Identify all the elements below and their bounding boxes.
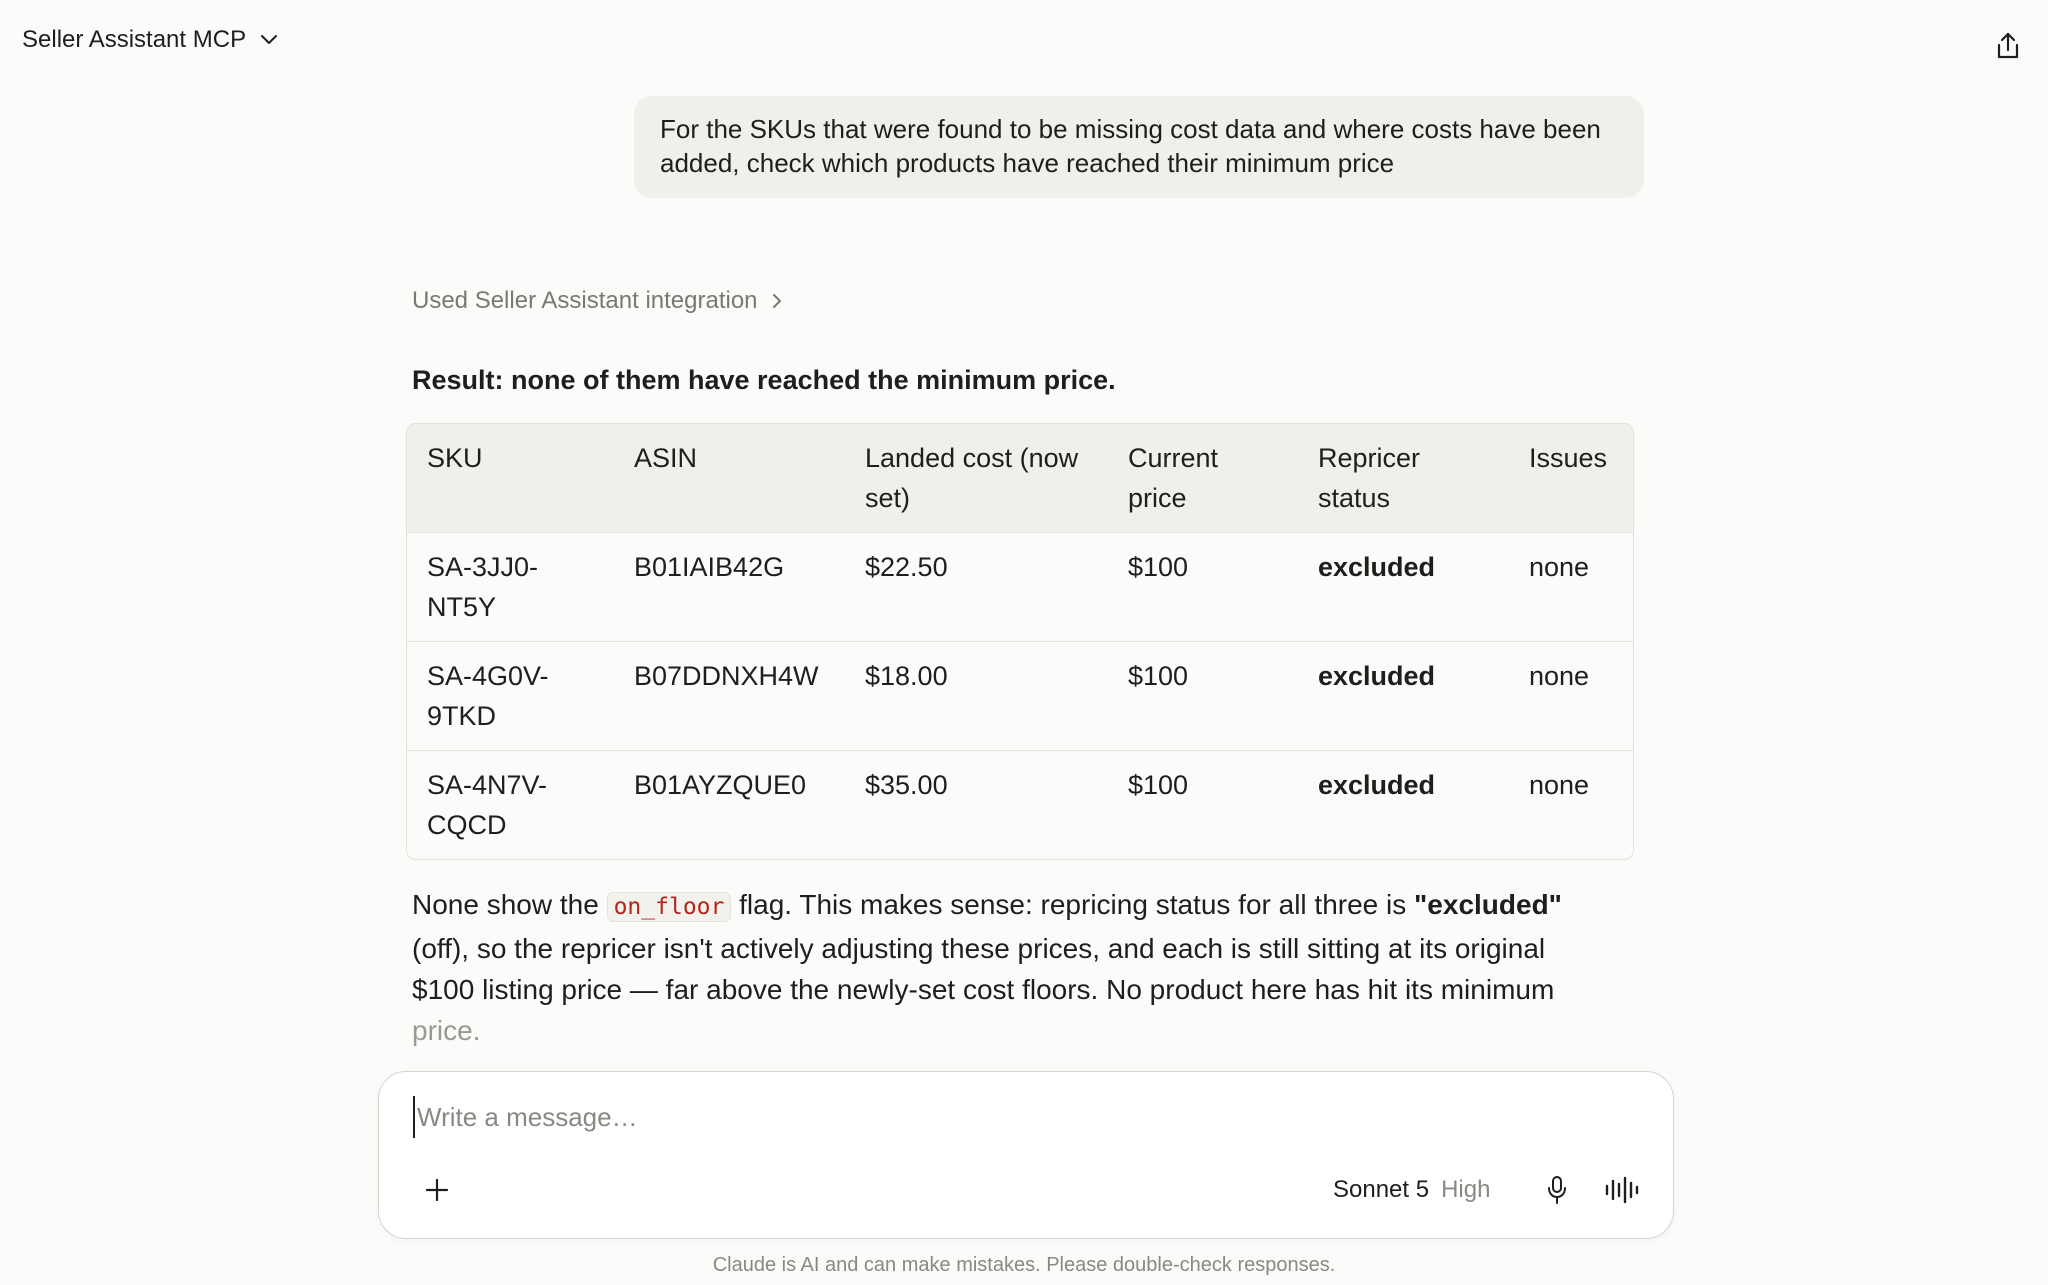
effort-level: High [1441, 1176, 1491, 1203]
tool-use-toggle[interactable] [412, 287, 782, 315]
assistant-explanation [412, 884, 1612, 1051]
table-row [407, 751, 1633, 860]
add-attachment-button[interactable] [417, 1170, 457, 1210]
plus-icon [424, 1177, 450, 1203]
model-selector[interactable] [1333, 1176, 1490, 1204]
cell-asin: B01AYZQUE0 [634, 770, 807, 800]
microphone-icon [1545, 1175, 1569, 1205]
column-header-asin: ASIN [634, 443, 698, 473]
dictation-button[interactable] [1537, 1170, 1577, 1210]
table-header-row [407, 424, 1633, 533]
share-button[interactable] [1988, 26, 2028, 66]
message-input[interactable] [413, 1096, 1619, 1138]
cell-sku: SA-4G0V-9TKD [427, 661, 549, 731]
cell-repricer-status: excluded [1318, 661, 1436, 691]
result-summary: Result: none of them have reached the minimum price. [412, 365, 1116, 395]
user-message: For the SKUs that were found to be missing cost data and where costs have been added, check which products have reached their minimum price [634, 96, 1644, 198]
cell-issues: none [1529, 661, 1590, 691]
cell-landed-cost: $22.50 [865, 552, 948, 582]
inline-code: on_floor [607, 892, 732, 922]
cell-asin: B07DDNXH4W [634, 661, 819, 691]
column-header-issues: Issues [1529, 443, 1608, 473]
cell-current-price: $100 [1128, 661, 1189, 691]
chevron-down-icon [260, 34, 278, 46]
cell-repricer-status: excluded [1318, 552, 1436, 582]
message-composer [378, 1071, 1674, 1239]
voice-waveform-icon [1604, 1176, 1642, 1204]
cell-sku: SA-3JJ0-NT5Y [427, 552, 539, 622]
conversation-title: Seller Assistant MCP [22, 26, 247, 53]
tool-use-label: Used Seller Assistant integration [412, 287, 758, 314]
chevron-right-icon [772, 293, 782, 309]
cell-current-price: $100 [1128, 770, 1189, 800]
model-name: Sonnet 5 [1333, 1176, 1430, 1203]
explanation-text: (off), so the repricer isn't actively adjusting these prices, and each is still sitting at its original $100 listing price — far above the newly-set cost floors. No product here has hit its minimum [412, 933, 1555, 1005]
table-row [407, 533, 1633, 642]
cell-repricer-status: excluded [1318, 770, 1436, 800]
explanation-text: None show the [412, 889, 607, 920]
column-header-current-price: Current price [1128, 443, 1219, 513]
cell-issues: none [1529, 552, 1590, 582]
explanation-text: flag. This makes sense: repricing status for all three is [731, 889, 1415, 920]
cell-landed-cost: $35.00 [865, 770, 948, 800]
cell-issues: none [1529, 770, 1590, 800]
disclaimer: Claude is AI and can make mistakes. Please double-check responses. [712, 1254, 1336, 1276]
cell-current-price: $100 [1128, 552, 1189, 582]
voice-mode-button[interactable] [1601, 1170, 1645, 1210]
cell-asin: B01IAIB42G [634, 552, 785, 582]
column-header-landed-cost: Landed cost (now set) [865, 443, 1079, 513]
results-table [406, 423, 1634, 860]
conversation-title-dropdown[interactable] [22, 26, 278, 54]
column-header-repricer-status: Repricer status [1318, 443, 1421, 513]
table-row [407, 642, 1633, 751]
cell-landed-cost: $18.00 [865, 661, 948, 691]
column-header-sku: SKU [427, 443, 483, 473]
explanation-faded-text: price. [412, 1015, 481, 1046]
share-icon [1995, 32, 2021, 60]
cell-sku: SA-4N7V-CQCD [427, 770, 548, 840]
explanation-bold: "excluded" [1414, 889, 1562, 920]
